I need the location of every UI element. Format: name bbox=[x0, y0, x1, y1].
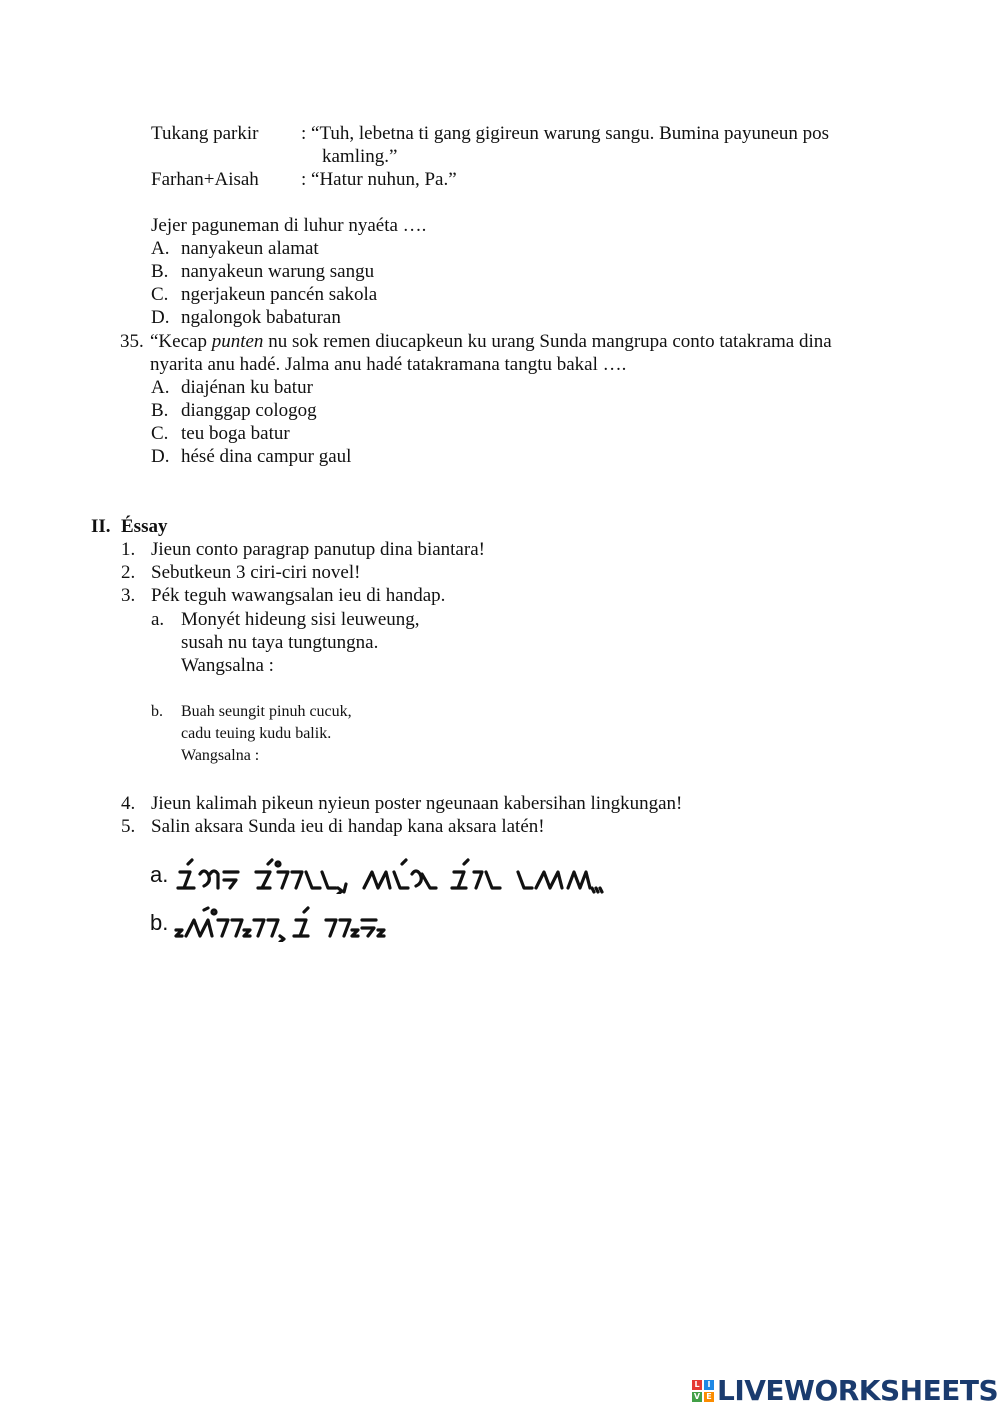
option-letter: D. bbox=[151, 307, 170, 328]
logo-text: LIVEWORKSHEETS bbox=[717, 1374, 999, 1407]
dialogue-line-1 bbox=[151, 122, 829, 145]
sub-letter: a. bbox=[151, 609, 165, 630]
sunda-script-b bbox=[150, 906, 394, 942]
sub-text: Buah seungit pinuh cucuk, bbox=[181, 703, 352, 720]
question-35 bbox=[120, 330, 832, 353]
sunda-script-a bbox=[150, 858, 604, 894]
logo-grid-letter: V bbox=[693, 1391, 701, 1401]
logo-grid-letter: E bbox=[704, 1392, 714, 1402]
essay-item-4 bbox=[121, 792, 682, 815]
item-number: 4. bbox=[121, 793, 136, 814]
q34-option-c[interactable] bbox=[151, 283, 377, 306]
essay-item-5 bbox=[121, 815, 545, 838]
item-number: 5. bbox=[121, 816, 136, 837]
dialogue-line-1-cont: kamling.” bbox=[322, 146, 398, 167]
q35-option-a[interactable] bbox=[151, 376, 313, 399]
option-letter: A. bbox=[151, 238, 170, 259]
option-text: hésé dina campur gaul bbox=[181, 446, 352, 467]
q35-option-b[interactable] bbox=[151, 399, 317, 422]
q34-option-b[interactable] bbox=[151, 260, 374, 283]
question-italic-word: punten bbox=[211, 331, 264, 352]
sub-letter: b. bbox=[151, 703, 163, 720]
option-text: nanyakeun warung sangu bbox=[181, 261, 375, 282]
item-text: Pék teguh wawangsalan ieu di handap. bbox=[151, 585, 446, 606]
item-text: Salin aksara Sunda ieu di handap kana aksara latén! bbox=[151, 816, 545, 837]
option-text: teu boga batur bbox=[181, 423, 290, 444]
q35-option-c[interactable] bbox=[151, 422, 290, 445]
item-number: 1. bbox=[121, 539, 136, 560]
item-number: 2. bbox=[121, 562, 136, 583]
option-text: ngerjakeun pancén sakola bbox=[181, 284, 378, 305]
option-letter: B. bbox=[151, 400, 169, 421]
logo-grid-letter: I bbox=[704, 1380, 714, 1390]
section-heading bbox=[91, 515, 167, 538]
question-34-prompt: Jejer paguneman di luhur nyaéta …. bbox=[151, 215, 427, 236]
section-roman-number: II. bbox=[91, 516, 111, 537]
essay-item-2 bbox=[121, 561, 360, 584]
essay-3b-line-2: cadu teuing kudu balik. bbox=[181, 725, 332, 742]
question-text: nu sok remen diucapkeun ku urang Sunda mangrupa conto tatakrama dina bbox=[263, 331, 832, 352]
speaker-name: Tukang parkir bbox=[151, 123, 259, 144]
option-letter: B. bbox=[151, 261, 169, 282]
item-text: Sebutkeun 3 ciri-ciri novel! bbox=[151, 562, 361, 583]
option-letter: A. bbox=[151, 377, 170, 398]
question-35-cont: nyarita anu hadé. Jalma anu hadé tatakramana tangtu bakal …. bbox=[150, 354, 627, 375]
item-number: 3. bbox=[121, 585, 136, 606]
sundanese-script-image bbox=[174, 906, 394, 942]
option-text: nanyakeun alamat bbox=[181, 238, 319, 259]
essay-3a-line-1 bbox=[151, 608, 420, 631]
liveworksheets-logo[interactable] bbox=[692, 1374, 998, 1407]
item-text: Jieun kalimah pikeun nyieun poster ngeunaan kabersihan lingkungan! bbox=[151, 793, 683, 814]
logo-grid-letter: L bbox=[692, 1380, 702, 1390]
option-letter: C. bbox=[151, 284, 169, 305]
option-text: diajénan ku batur bbox=[181, 377, 313, 398]
essay-3b-answer-label: Wangsalna : bbox=[181, 747, 260, 764]
option-text: ngalongok babaturan bbox=[181, 307, 341, 328]
essay-3a-answer-label: Wangsalna : bbox=[181, 655, 274, 676]
essay-item-3 bbox=[121, 584, 445, 607]
sunda-label: a. bbox=[150, 861, 169, 887]
option-letter: C. bbox=[151, 423, 169, 444]
dialogue-text: : “Hatur nuhun, Pa.” bbox=[301, 169, 457, 190]
sunda-label: b. bbox=[150, 909, 169, 935]
question-text: “Kecap bbox=[150, 331, 212, 352]
section-title: Éssay bbox=[121, 516, 168, 537]
dialogue-text: : “Tuh, lebetna ti gang gigireun warung sangu. Bumina payuneun pos bbox=[301, 123, 830, 144]
option-letter: D. bbox=[151, 446, 170, 467]
q34-option-a[interactable] bbox=[151, 237, 319, 260]
essay-3a-line-2: susah nu taya tungtungna. bbox=[181, 632, 379, 653]
question-number: 35. bbox=[120, 331, 144, 352]
q35-option-d[interactable] bbox=[151, 445, 351, 468]
logo-grid-icon bbox=[692, 1380, 714, 1402]
sundanese-script-image bbox=[174, 858, 604, 894]
q34-option-d[interactable] bbox=[151, 306, 341, 329]
option-text: dianggap cologog bbox=[181, 400, 317, 421]
sub-text: Monyét hideung sisi leuweung, bbox=[181, 609, 420, 630]
essay-item-1 bbox=[121, 538, 485, 561]
speaker-name: Farhan+Aisah bbox=[151, 169, 259, 190]
dialogue-line-2 bbox=[151, 168, 457, 191]
essay-3b-line-1 bbox=[151, 701, 352, 723]
item-text: Jieun conto paragrap panutup dina biantara! bbox=[151, 539, 485, 560]
